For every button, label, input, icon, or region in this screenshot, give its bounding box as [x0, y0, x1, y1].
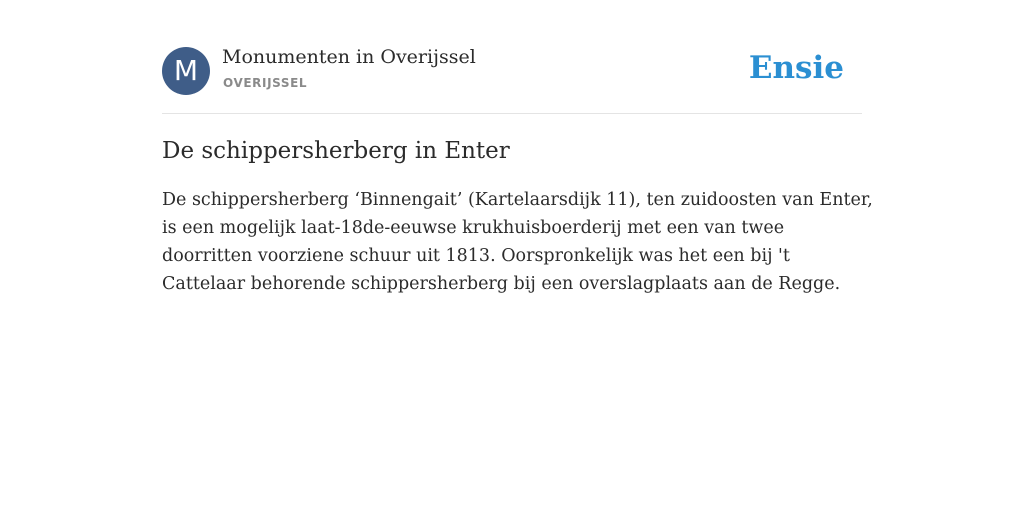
avatar[interactable]: M — [162, 47, 210, 95]
source-name[interactable]: Monumenten in Overijssel — [222, 46, 476, 68]
article-card — [162, 46, 873, 298]
brand-logo[interactable]: Ensie — [748, 50, 844, 86]
article-body: De schippersherberg ‘Binnengait’ (Kartelaarsdijk 11), ten zuidoosten van Enter, is een mogelijk laat-18de-eeuwse krukhuisboerderij met een van twee doorritten voorziene schuur uit 1813. Oorspronkelijk was het een bij 't Cattelaar behorende schippersherberg bij een overslagplaats aan de Regge. — [162, 190, 873, 294]
article-title: De schippersherberg in Enter — [162, 138, 510, 164]
source-region: OVERIJSSEL — [223, 76, 308, 90]
card-header — [162, 46, 862, 114]
